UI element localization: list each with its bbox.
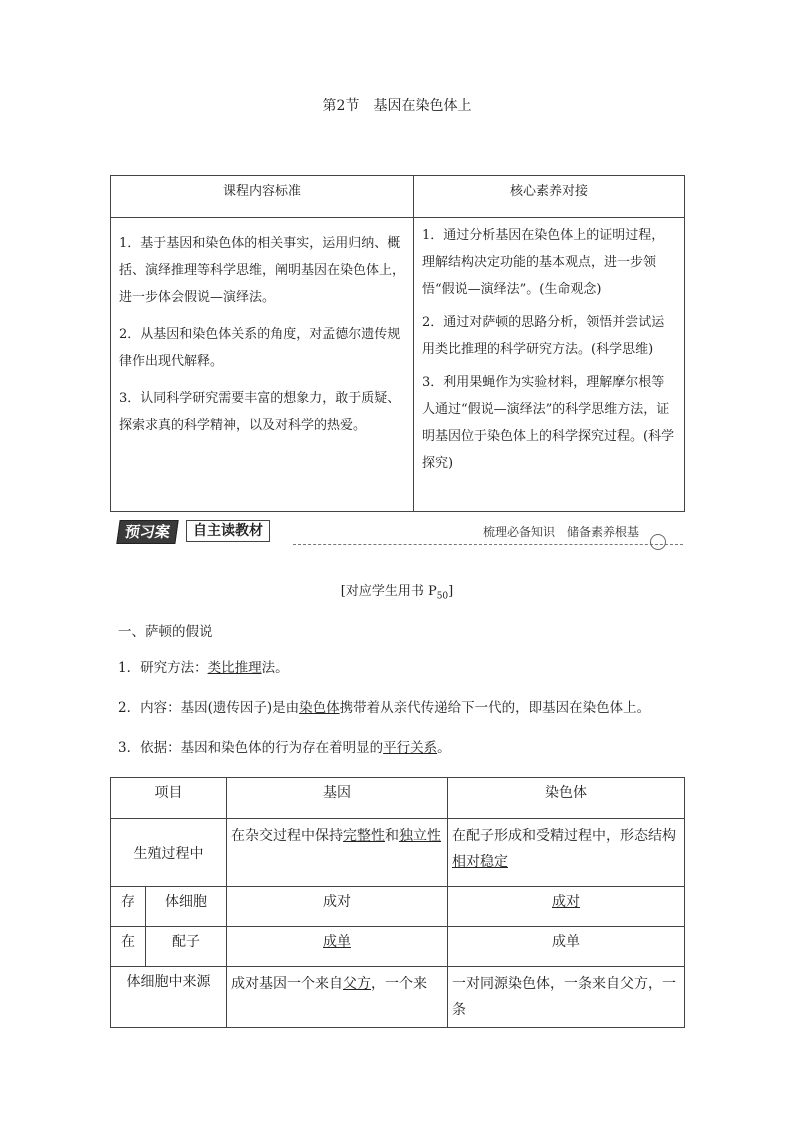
row-label: 体细胞中来源 — [111, 967, 227, 1028]
table-cell: 成对 — [448, 887, 685, 927]
section-heading: 一、萨顿的假说 — [118, 624, 213, 640]
literacy-item: 1．通过分析基因在染色体上的证明过程，理解结构决定功能的基本观点，进一步领悟“假说—演绎法”。(生命观念) — [422, 228, 665, 297]
table-header: 基因 — [227, 778, 448, 819]
paragraph-method: 1．研究方法：类比推理法。 — [118, 660, 289, 676]
section-number: 第2节 — [322, 98, 360, 114]
fill-answer: 平行关系 — [383, 740, 438, 756]
standards-table — [110, 175, 685, 512]
standards-right-cell — [414, 218, 685, 512]
standards-header-left: 课程内容标准 — [111, 176, 414, 218]
row-label: 配子 — [146, 927, 227, 967]
table-cell: 成对 — [227, 887, 448, 927]
banner-divider — [293, 544, 683, 545]
banner-slogan: 梳理必备知识 储备素养根基 — [483, 525, 640, 539]
comparison-table — [110, 777, 685, 1028]
table-cell: 在配子形成和受精过程中，形态结构相对稳定 — [448, 819, 685, 887]
paragraph-basis: 3．依据：基因和染色体的行为存在着明显的平行关系。 — [118, 740, 451, 756]
section-banner — [118, 520, 683, 550]
standard-item: 1．基于基因和染色体的相关事实，运用归纳、概括、演绎推理等科学思维，阐明基因在染色体上，进一步体会假说—演绎法。 — [119, 236, 406, 305]
standard-item: 3．认同科学研究需要丰富的想象力，敢于质疑、探索求真的科学精神，以及对科学的热爱。 — [119, 391, 401, 433]
banner-badge-selfread: 自主读教材 — [186, 520, 270, 542]
fill-answer: 染色体 — [299, 700, 340, 716]
banner-badge-preview: 预习案 — [116, 520, 178, 544]
decorative-circle-icon — [650, 534, 666, 550]
row-group-label: 在 — [111, 927, 146, 967]
table-header: 染色体 — [448, 778, 685, 819]
standards-left-cell — [111, 218, 414, 512]
standard-item: 2．从基因和染色体关系的角度，对孟德尔遗传规律作出现代解释。 — [119, 327, 401, 369]
standards-header-right: 核心素养对接 — [414, 176, 685, 218]
row-group-label: 存 — [111, 887, 146, 927]
table-header: 项目 — [111, 778, 227, 819]
literacy-item: 2．通过对萨顿的思路分析，领悟并尝试运用类比推理的科学研究方法。(科学思维) — [422, 315, 665, 357]
table-cell: 成单 — [227, 927, 448, 967]
table-cell: 成单 — [448, 927, 685, 967]
table-cell: 一对同源染色体，一条来自父方，一条 — [448, 967, 685, 1028]
table-cell: 在杂交过程中保持完整性和独立性 — [227, 819, 448, 887]
row-label: 体细胞 — [146, 887, 227, 927]
table-cell: 成对基因一个来自父方，一个来 — [227, 967, 448, 1028]
book-reference: [对应学生用书 $P_{50}$] — [340, 584, 454, 602]
literacy-item: 3．利用果蝇作为实验材料，理解摩尔根等人通过“假说—演绎法”的科学思维方法，证明基因位于染色体上的科学探究过程。(科学探究) — [422, 375, 675, 471]
fill-answer: 类比推理 — [207, 660, 262, 676]
page-title — [0, 95, 794, 115]
section-name: 基因在染色体上 — [373, 98, 472, 114]
paragraph-content: 2．内容：基因(遗传因子)是由染色体携带着从亲代传递给下一代的，即基因在染色体上。 — [118, 700, 651, 716]
row-label: 生殖过程中 — [111, 819, 227, 887]
